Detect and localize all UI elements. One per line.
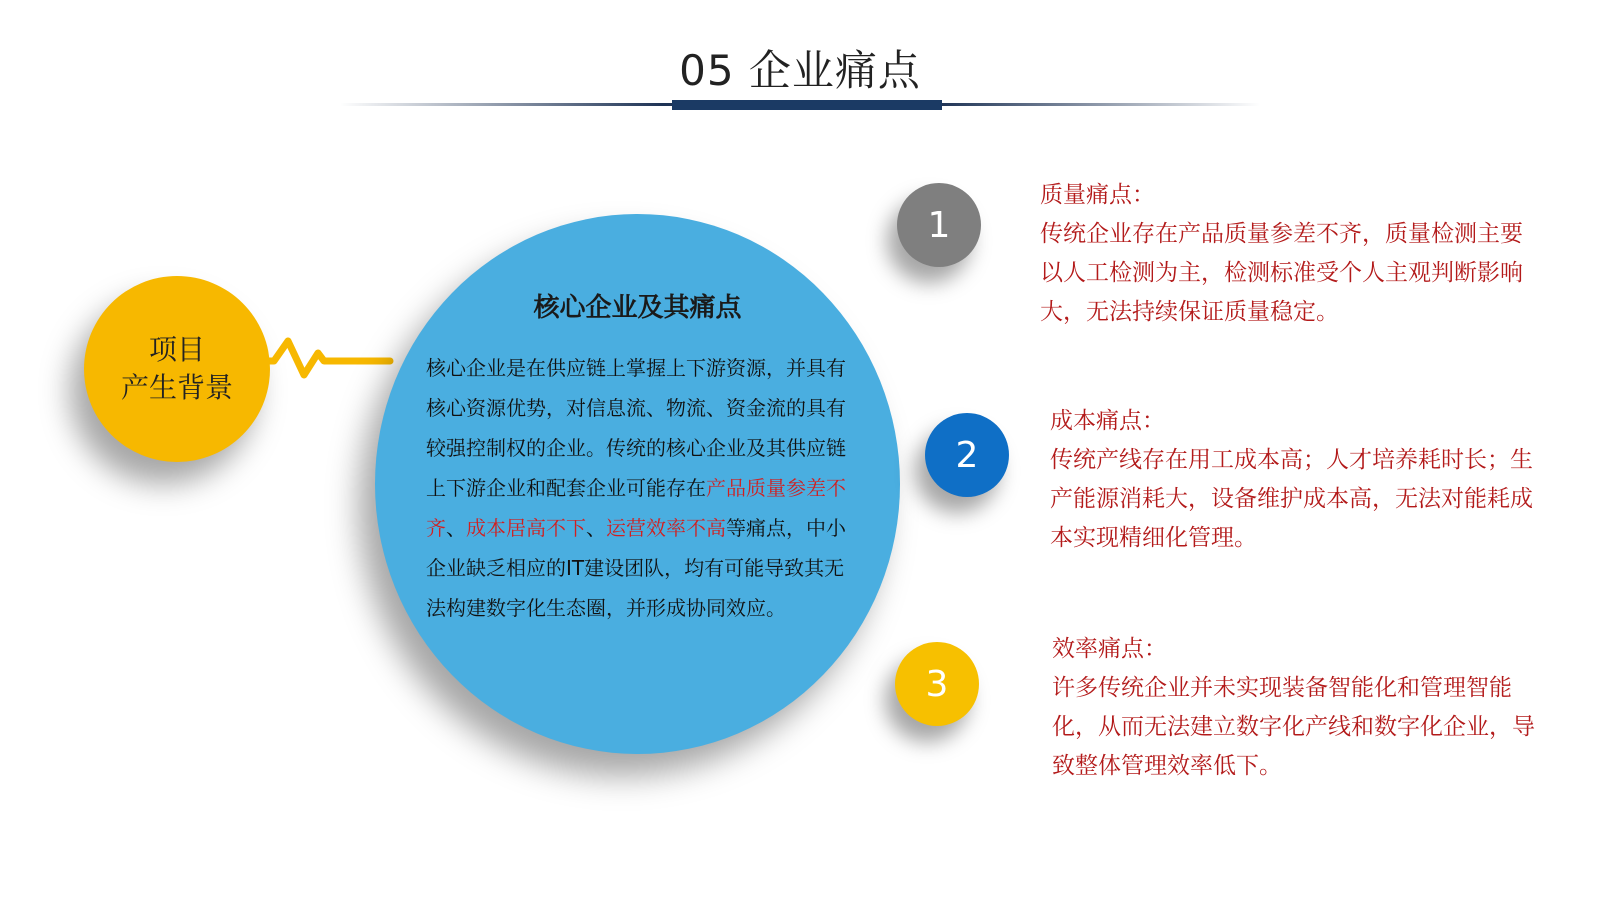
core-separator-2: 、 <box>586 516 606 540</box>
title-accent-bar <box>672 100 942 110</box>
cost-pain-point <box>1050 402 1550 558</box>
cost-pain-heading: 成本痛点： <box>1050 408 1165 434</box>
core-text-before: 核心企业是在供应链上掌握上下游资源，并具有核心资源优势，对信息流、物流、资金流的具有较强控制权的企业。传统的核心企业及其供应链上下游企业和配套企业可能存在 <box>426 356 846 500</box>
number-badge-2: 2 <box>925 413 1009 497</box>
core-highlight-cost: 成本居高不下 <box>466 516 586 540</box>
zigzag-connector <box>260 335 395 395</box>
core-enterprise-title: 核心企业及其痛点 <box>533 293 742 323</box>
core-highlight-efficiency: 运营效率不高 <box>606 516 726 540</box>
project-background-circle <box>84 276 270 462</box>
efficiency-pain-point <box>1052 630 1552 786</box>
number-badge-3: 3 <box>895 642 979 726</box>
core-enterprise-description <box>426 348 856 628</box>
core-separator-1: 、 <box>446 516 466 540</box>
efficiency-pain-text: 许多传统企业并未实现装备智能化和管理智能化，从而无法建立数字化产线和数字化企业，导致整体管理效率低下。 <box>1052 675 1535 779</box>
cost-pain-text: 传统产线存在用工成本高；人才培养耗时长；生产能源消耗大，设备维护成本高，无法对能耗成本实现精细化管理。 <box>1050 447 1533 551</box>
quality-pain-heading: 质量痛点： <box>1040 182 1155 208</box>
quality-pain-point <box>1040 176 1540 332</box>
core-text-after: 等痛点，中小企业缺乏相应的IT建设团队，均有可能导致其无法构建数字化生态圈，并形成协同效应。 <box>426 516 846 620</box>
page-title: 05 企业痛点 <box>679 46 921 95</box>
core-highlight-quality: 产品质量参差不齐 <box>426 476 846 540</box>
project-background-line1: 项目 <box>148 333 205 366</box>
project-background-line2: 产生背景 <box>120 371 233 404</box>
efficiency-pain-heading: 效率痛点： <box>1052 636 1167 662</box>
number-badge-1: 1 <box>897 183 981 267</box>
quality-pain-text: 传统企业存在产品质量参差不齐，质量检测主要以人工检测为主，检测标准受个人主观判断影响大，无法持续保证质量稳定。 <box>1040 221 1523 325</box>
